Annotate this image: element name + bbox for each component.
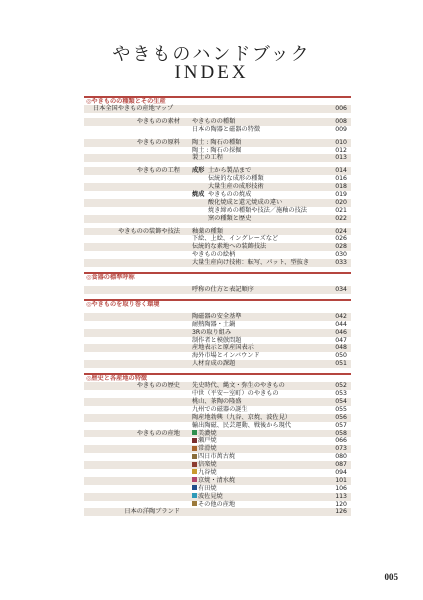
page-ref: 034 (335, 286, 347, 294)
row-topic: 焼き締めの種類や技法／施釉の技法 (208, 206, 307, 214)
row-topic: 下絵、上絵、イングレーズなど (192, 235, 279, 243)
page-ref: 080 (335, 453, 347, 461)
row-category: やきものの素材 (136, 117, 180, 125)
index-row[interactable] (84, 321, 351, 329)
row-category: やきものの産地 (136, 429, 180, 437)
page-ref: 026 (335, 235, 347, 243)
index-row[interactable] (84, 251, 351, 259)
row-topic: やきものの種類 (192, 117, 236, 125)
row-subcategory: 焼成 (192, 191, 205, 199)
row-topic: 日本の陶器と磁器の特徴 (192, 125, 261, 133)
color-swatch-icon (192, 430, 197, 435)
color-swatch-icon (192, 469, 197, 474)
row-topic: 人材育成の課題 (192, 360, 236, 368)
page-ref: 087 (335, 461, 347, 469)
index-row[interactable] (84, 105, 351, 113)
row-topic: 伝統的な素地への装飾技法 (192, 243, 267, 251)
page-ref: 020 (335, 198, 347, 206)
row-topic: 窯の種類と歴史 (208, 214, 252, 222)
index-row[interactable] (84, 118, 351, 126)
row-topic: 先史時代、縄文・弥生のやきもの (192, 382, 285, 390)
page-ref: 018 (335, 183, 347, 191)
region-name: その他の産地 (198, 500, 236, 508)
row-category: やきものの原料 (136, 138, 180, 146)
row-category: やきものの工程 (136, 167, 180, 175)
index-row[interactable] (84, 329, 351, 337)
color-swatch-icon (192, 454, 197, 459)
region-name: 四日市萬古焼 (198, 453, 236, 461)
page-ref: 113 (335, 492, 347, 500)
index-row[interactable] (84, 414, 351, 422)
page-ref: 012 (335, 146, 347, 154)
index-row[interactable] (84, 485, 351, 493)
region-name: 九谷焼 (198, 468, 217, 476)
region-name: 京焼・清水焼 (198, 476, 236, 484)
region-name: 波佐見焼 (198, 492, 223, 500)
index-row[interactable] (84, 207, 351, 215)
row-topic: やきものの絵柄 (192, 251, 236, 259)
index-row[interactable] (84, 445, 351, 453)
page-ref: 120 (335, 500, 347, 508)
row-topic: 中世（平安〜室町）のやきもの (192, 390, 279, 398)
index-row[interactable] (84, 422, 351, 430)
index-row[interactable] (84, 360, 351, 368)
index-row[interactable] (84, 477, 351, 485)
row-category: 日本の洋陶ブランド (124, 508, 180, 516)
row-topic (192, 501, 235, 509)
page-ref: 066 (335, 437, 347, 445)
row-subcategory: 成形 (192, 167, 205, 175)
page-ref: 126 (335, 508, 347, 516)
section-title: ◎歴史と各産地の特徴 (86, 375, 148, 383)
color-swatch-icon (192, 493, 197, 498)
page-ref: 028 (335, 243, 347, 251)
row-topic: 産地表示と原産国表示 (192, 344, 254, 352)
page-ref: 052 (335, 382, 347, 390)
row-topic: 制作者と模倣問題 (192, 336, 242, 344)
page-number: 005 (384, 572, 398, 582)
index-table (84, 96, 351, 516)
row-topic: やきものの焼成 (208, 191, 252, 199)
row-topic (192, 453, 235, 461)
index-row[interactable] (84, 154, 351, 162)
title-japanese: やきものハンドブック (112, 44, 311, 65)
page-ref: 047 (335, 336, 347, 344)
page-ref: 022 (335, 214, 347, 222)
row-topic: 3Rの取り組み (192, 328, 232, 336)
page-ref: 048 (335, 344, 347, 352)
color-swatch-icon (192, 477, 197, 482)
row-topic: 海外市場とインバウンド (192, 352, 260, 360)
row-topic (192, 485, 217, 493)
page-ref: 044 (335, 320, 347, 328)
row-topic: 酸化焼成と還元焼成の違い (208, 198, 283, 206)
page-ref: 101 (335, 476, 347, 484)
page-ref: 053 (335, 390, 347, 398)
index-row[interactable] (84, 437, 351, 445)
section-title: ◎食器の標準呼称 (86, 274, 135, 282)
index-row[interactable] (84, 453, 351, 461)
index-row[interactable] (84, 215, 351, 223)
page-ref: 042 (335, 312, 347, 320)
index-row[interactable] (84, 461, 351, 469)
index-row[interactable] (84, 508, 351, 516)
row-topic (192, 445, 217, 453)
page-ref: 073 (335, 445, 347, 453)
region-name: 美濃焼 (198, 429, 217, 437)
section-header (84, 373, 351, 382)
row-topic: 土から製品まで (208, 167, 252, 175)
row-topic: 耐熱陶器・土鍋 (192, 320, 236, 328)
row-topic: 釉薬の種類 (192, 227, 223, 235)
row-category: やきものの歴史 (136, 382, 180, 390)
section-header (84, 272, 351, 281)
index-row[interactable] (84, 390, 351, 398)
index-row[interactable] (84, 139, 351, 147)
color-swatch-icon (192, 462, 197, 467)
page-ref: 030 (335, 251, 347, 259)
row-topic: 大量生産向け技術：転写、パット、型抜き (192, 259, 310, 267)
page-ref: 051 (335, 360, 347, 368)
title-index: INDEX (174, 62, 249, 83)
row-topic: 陶土 : 陶石の種類 (192, 138, 242, 146)
index-row[interactable] (84, 183, 351, 191)
index-row[interactable] (84, 286, 351, 294)
page-ref: 106 (335, 484, 347, 492)
color-swatch-icon (192, 446, 197, 451)
index-row[interactable] (84, 493, 351, 501)
color-swatch-icon (192, 485, 197, 490)
row-topic: 陶土 : 陶石の採掘 (192, 146, 242, 154)
page-ref: 094 (335, 468, 347, 476)
index-row[interactable] (84, 382, 351, 390)
page-ref: 033 (335, 259, 347, 267)
row-label: 日本全国やきもの産地マップ (93, 105, 174, 112)
row-topic: 陶産地勃興（九谷、京焼、波佐見） (192, 413, 291, 421)
page-ref: 054 (335, 397, 347, 405)
section-header (84, 96, 351, 105)
page-ref: 013 (335, 154, 347, 162)
region-name: 常滑焼 (198, 445, 217, 453)
color-swatch-icon (192, 438, 197, 443)
section-title: ◎やきものの種類とその生産 (86, 98, 166, 105)
section-header (84, 299, 351, 308)
page-ref: 016 (335, 175, 347, 183)
row-topic: 陶磁器の安全基準 (192, 312, 242, 320)
index-row[interactable] (84, 259, 351, 267)
index-row[interactable] (84, 398, 351, 406)
page-ref: 056 (335, 413, 347, 421)
page-ref: 050 (335, 352, 347, 360)
page-ref: 008 (335, 117, 347, 125)
row-topic: 呼称の仕方と表記順序 (192, 286, 254, 294)
index-row[interactable] (84, 175, 351, 183)
index-row[interactable] (84, 191, 351, 199)
page-ref: 019 (335, 191, 347, 199)
page-ref: 046 (335, 328, 347, 336)
page-ref: 021 (335, 206, 347, 214)
row-topic: 九州での磁器の誕生 (192, 405, 248, 413)
row-topic (192, 461, 217, 469)
row-topic: 桃山、茶陶の隆盛 (192, 397, 242, 405)
color-swatch-icon (192, 501, 197, 506)
region-name: 有田焼 (198, 484, 217, 492)
page-ref: 009 (335, 125, 347, 133)
region-name: 信楽焼 (198, 461, 217, 469)
page-ref: 010 (335, 138, 347, 146)
page-ref: 014 (335, 167, 347, 175)
page-ref: 055 (335, 405, 347, 413)
index-row[interactable] (84, 313, 351, 321)
index-row[interactable] (84, 126, 351, 134)
row-topic (192, 477, 235, 485)
page-ref: 024 (335, 227, 347, 235)
row-topic: 大量生産の成形技術 (208, 183, 264, 191)
index-row[interactable] (84, 199, 351, 207)
row-category: やきものの装飾や技法 (118, 227, 180, 235)
page-ref: 057 (335, 421, 347, 429)
row-topic: 輸出陶磁、民芸運動、戦後から現代 (192, 421, 291, 429)
index-row[interactable] (84, 406, 351, 414)
index-row[interactable] (84, 469, 351, 477)
row-topic: 製土の工程 (192, 154, 223, 162)
page-ref: 006 (335, 105, 347, 112)
section-title: ◎やきものを取り巻く環境 (86, 300, 160, 308)
row-topic: 伝統的な成形の種類 (208, 175, 264, 183)
index-row[interactable] (84, 430, 351, 438)
page-ref: 058 (335, 429, 347, 437)
row-topic (192, 469, 217, 477)
region-name: 瀬戸焼 (198, 437, 217, 445)
row-topic (192, 493, 223, 501)
